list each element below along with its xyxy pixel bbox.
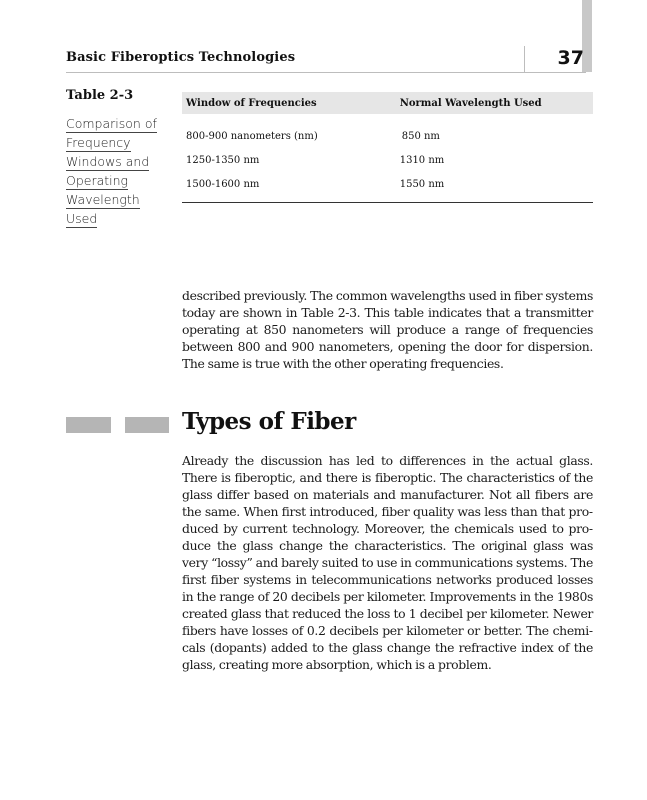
table-cell: 800-900 nanometers (nm) — [186, 130, 318, 142]
page-number: 37 — [557, 47, 584, 69]
header-divider — [524, 46, 525, 72]
section-marker-block — [66, 417, 111, 433]
table-row — [182, 114, 593, 148]
table-caption — [66, 88, 170, 227]
frequency-table-grid — [182, 92, 593, 196]
table-caption-text: Comparison of Frequency Windows and Operating Wavelength Used — [66, 116, 157, 226]
body-paragraph: Already the discussion has led to differences in the actual glass. There is fiberoptic, and there is fiberoptic. The characteristics of the glass differ based on materials and manufacturer. Not all fibers are the same. When first introduced, fiber quality was less than that produced by current technology. Moreover, the chemicals used to produce the glass change the characteristics. The original glass was very “lossy” and barely suited to use in communications systems. The first fiber systems in telecommunications networks produced losses in the range of 20 decibels per kilometer. Improvements in the 1980s created glass that reduced the loss to 1 decibel per kilometer. Newer fibers have losses of 0.2 decibels per kilometer or better. The chemicals (dopants) added to the glass change the refractive index of the glass, creating more absorption, which is a problem. — [182, 453, 593, 672]
table-header-row — [182, 92, 593, 114]
table-cell: 1550 nm — [399, 178, 445, 190]
running-header — [66, 47, 586, 73]
section-marker-block — [125, 417, 169, 433]
table-header-cell: Normal Wavelength Used — [396, 92, 593, 114]
table-row — [182, 172, 593, 196]
frequency-table — [182, 92, 593, 203]
table-bottom-rule — [182, 202, 593, 203]
table-cell: 1500-1600 nm — [186, 178, 260, 190]
table-cell: 1250-1350 nm — [186, 154, 260, 166]
body-paragraph: described previously. The common wavelengths used in fiber systems today are shown in Table 2-3. This table indicates that a transmitter operating at 850 nanometers will produce a range of frequencies between 800 and 900 nanometers, opening the door for dispersion. The same is true with the other operating frequencies. — [182, 288, 593, 371]
section-heading: Types of Fiber — [182, 408, 356, 435]
running-header-title: Basic Fiberoptics Technologies — [66, 50, 296, 65]
table-row — [182, 148, 593, 172]
table-header-cell: Window of Frequencies — [182, 92, 396, 114]
table-cell: 1310 nm — [399, 154, 445, 166]
table-caption-label: Table 2-3 — [66, 88, 134, 103]
table-cell: 850 nm — [401, 130, 440, 142]
